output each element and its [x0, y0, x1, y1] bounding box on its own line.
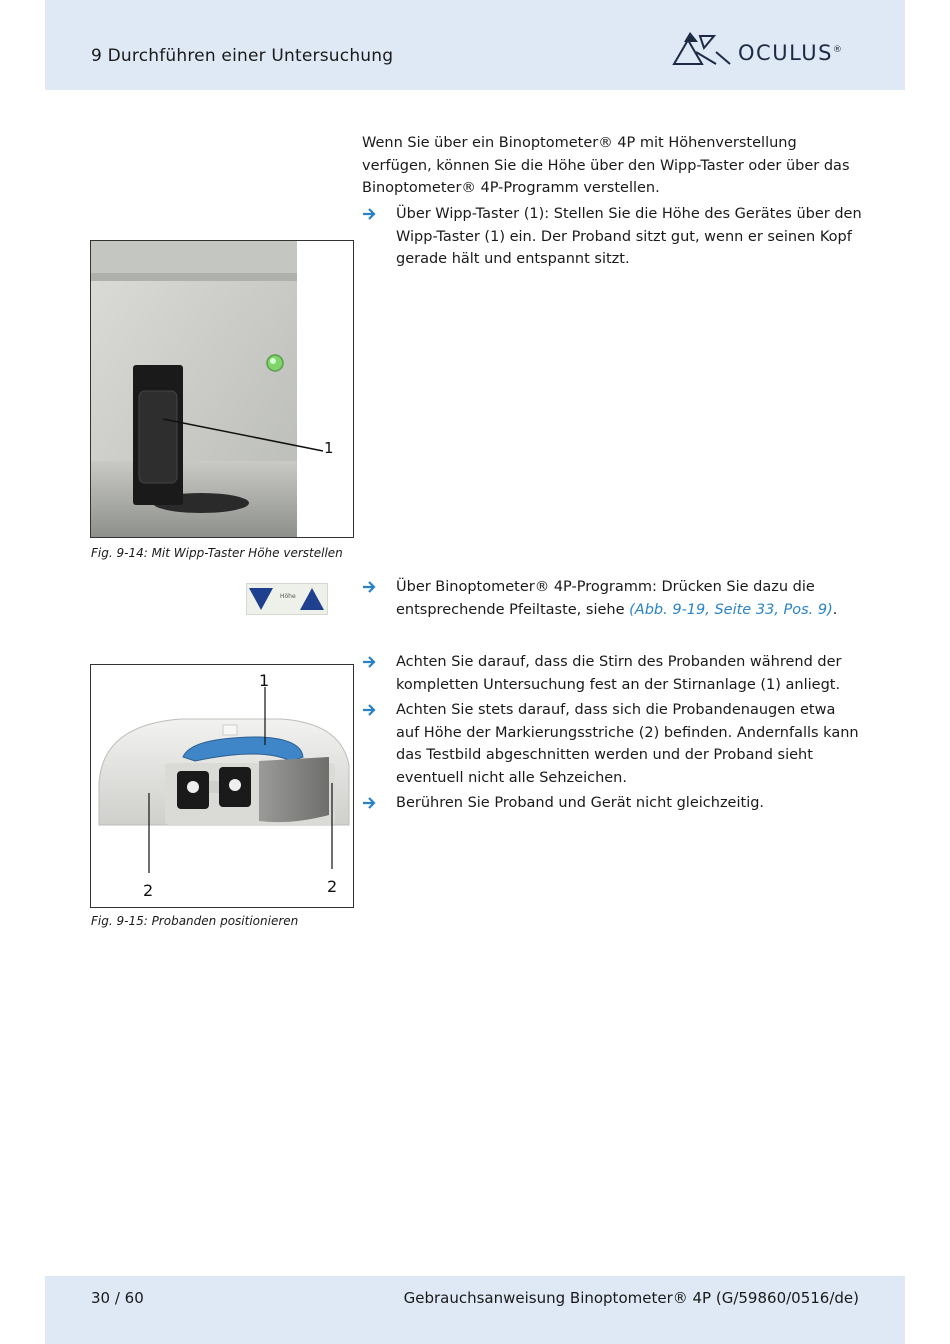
- bullet-text: Achten Sie stets darauf, dass sich die Probandenaugen etwa auf Höhe der Markierungsstriche (2) befinden. Andernfalls kann das Testbild abgeschnitten werden und der Proband sieht eventuell nicht alle Sehzeichen.: [396, 702, 859, 786]
- intro-paragraph: Wenn Sie über ein Binoptometer® 4P mit Höhenverstellung verfügen, können Sie die Höhe über den Wipp-Taster oder über das Binoptometer® 4P-Programm verstellen.: [362, 135, 850, 196]
- bullet-text: [396, 576, 862, 621]
- page-number: 30 / 60: [91, 1289, 144, 1307]
- list-item: [362, 792, 862, 815]
- page-header: [45, 0, 905, 90]
- bullet-text-main: Über Binoptometer® 4P-Programm: Drücken Sie dazu die entsprechende Pfeiltaste, siehe: [396, 579, 815, 618]
- oculus-logo-mark-icon: [670, 28, 736, 70]
- document-id: Gebrauchsanweisung Binoptometer® 4P (G/59860/0516/de): [403, 1289, 859, 1307]
- arrow-right-icon: [362, 704, 376, 716]
- chapter-title: 9 Durchführen einer Untersuchung: [91, 46, 394, 66]
- list-item: [362, 576, 862, 621]
- height-control-image: [246, 583, 328, 615]
- list-item: [362, 651, 862, 696]
- figure-patient-positioning: [90, 664, 354, 908]
- arrow-right-icon: [362, 656, 376, 668]
- figure-caption: Fig. 9-14: Mit Wipp-Taster Höhe verstellen: [91, 546, 343, 560]
- figure-callout: 2: [327, 877, 338, 896]
- logo-text: OCULUS®: [738, 41, 844, 65]
- bullet-text: Über Wipp-Taster (1): Stellen Sie die Höhe des Gerätes über den Wipp-Taster (1) ein. Der Proband sitzt gut, wenn er seinen Kopf gerade hält und entspannt sitzt.: [396, 206, 862, 267]
- oculus-logo: [670, 28, 870, 70]
- figure-callout: 1: [324, 439, 334, 457]
- arrow-right-icon: [362, 208, 376, 220]
- rocker-switch-photo: [91, 241, 353, 537]
- triangle-up-icon: [299, 586, 325, 612]
- binoptometer-photo: [91, 665, 353, 907]
- bullet-text: Achten Sie darauf, dass die Stirn des Probanden während der kompletten Untersuchung fest an der Stirnanlage (1) anliegt.: [396, 654, 842, 693]
- list-item: [362, 699, 862, 789]
- arrow-right-icon: [362, 797, 376, 809]
- triangle-down-icon: [248, 586, 274, 612]
- arrow-right-icon: [362, 581, 376, 593]
- list-item: [362, 203, 862, 271]
- figure-reference-link[interactable]: (Abb. 9-19, Seite 33, Pos. 9): [629, 601, 833, 618]
- height-label: Höhe: [280, 593, 296, 600]
- figure-rocker-switch: [90, 240, 354, 538]
- figure-caption: Fig. 9-15: Probanden positionieren: [91, 914, 299, 928]
- figure-callout: 2: [143, 881, 154, 900]
- bullet-text-end: .: [832, 601, 838, 618]
- bullet-text: Berühren Sie Proband und Gerät nicht gleichzeitig.: [396, 795, 765, 811]
- figure-callout: 1: [259, 671, 270, 690]
- page-footer: [45, 1276, 905, 1344]
